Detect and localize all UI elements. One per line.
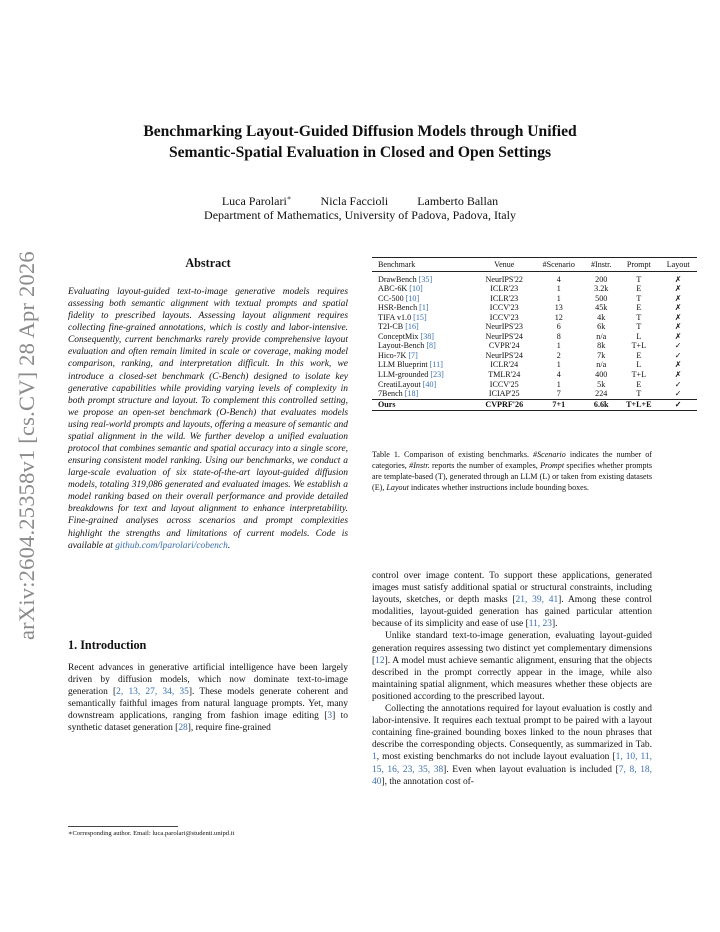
cell-venue: ICCV'23 xyxy=(489,312,519,322)
benchmark-name: Hico-7K xyxy=(378,350,409,360)
citation[interactable]: [7] xyxy=(408,350,418,360)
benchmark-name: TIFA v1.0 xyxy=(378,312,414,322)
citation[interactable]: 3 xyxy=(327,711,333,722)
arxiv-identifier: arXiv:2604.25358v1 [cs.CV] 28 Apr 2026 xyxy=(14,251,39,640)
cell-prompt: T xyxy=(636,312,642,322)
caption-text: indicates the number of categories, xyxy=(372,450,652,470)
citation[interactable]: [8] xyxy=(426,341,436,351)
cell-prompt: E xyxy=(636,303,642,313)
table-row xyxy=(372,332,697,342)
cell-benchmark xyxy=(372,341,475,351)
cell-benchmark xyxy=(372,380,475,390)
benchmark-name: HSR-Bench xyxy=(378,303,420,313)
body-text: Unlike standard text-to-image generation, evaluating layout-guided generation requires assessing two distinct yet complementary dimensions [ xyxy=(372,631,652,666)
cell-benchmark xyxy=(372,332,475,342)
intro-text: Recent advances in generative artificial intelligence have been largely driven by diffusion models, which now dominate text-to-image generation [ xyxy=(68,663,348,698)
cell-venue: ICLR'23 xyxy=(490,293,519,303)
table-row-ours xyxy=(372,399,697,411)
cell-prompt: L xyxy=(636,360,642,370)
abstract-text: Evaluating layout-guided text-to-image generative models requires assessing both semantic alignment with textual prompts and spatial fidelity to prescribed layouts. Assessing layout alignment requires collecting fine-grained annotations, which is costly and labor-intensive. Consequently, current benchmarks rarely provide comprehensive layout evaluation and often remain limited in scale or coverage, making model comparison, ranking, and interpretation difficult. In this work, we introduce a closed-set benchmark (C-Bench) designed to isolate key generative capabilities while providing varying levels of complexity in both prompt structure and layout. To complement this controlled setting, we propose an open-set benchmark (O-Bench) that evaluates models using real-world prompts and layouts, offering a measure of semantic and spatial alignment in the wild. We further develop a unified evaluation protocol that combines semantic and spatial accuracy into a single score, ensuring consistent model ranking. Using our benchmarks, we conduct a large-scale evaluation of six state-of-the-art layout-guided diffusion models, totaling 319,086 generated and evaluated images. We establish a model ranking based on their overall performance and provide detailed breakdowns for text and layout alignment to enhance interpretability. Fine-grained analyses across scenarios and prompt complexities highlight the strengths and limitations of current models. Code is available at xyxy=(68,287,348,551)
benchmark-name: LLM Blueprint xyxy=(378,360,430,370)
cell-benchmark xyxy=(372,360,475,370)
cell-benchmark xyxy=(372,294,475,304)
citation[interactable]: 11, 23 xyxy=(528,619,552,630)
citation[interactable]: [15] xyxy=(413,312,427,322)
cell-instr: 5k xyxy=(597,379,606,389)
table-row xyxy=(372,370,697,380)
table-body xyxy=(372,271,697,411)
caption-term: Layout xyxy=(386,483,409,492)
check-icon: ✓ xyxy=(659,399,697,411)
code-link[interactable]: github.com/lparolari/cobench xyxy=(115,540,228,551)
benchmark-name: CC-500 xyxy=(378,293,406,303)
paper-title xyxy=(80,121,640,163)
citation[interactable]: 7, 8, 18, 40 xyxy=(372,764,653,787)
cell-venue: ICLR'24 xyxy=(490,360,519,370)
benchmark-name: T2I-CB xyxy=(378,322,406,332)
cell-instr: 4k xyxy=(597,312,606,322)
section-heading-introduction: 1. Introduction xyxy=(68,638,147,652)
footnote-rule xyxy=(68,826,178,827)
cell-benchmark xyxy=(372,322,475,332)
citation[interactable]: 12 xyxy=(375,655,385,666)
right-column-body xyxy=(372,570,652,788)
table-row xyxy=(372,294,697,304)
citation[interactable]: [40] xyxy=(422,379,437,389)
cross-icon: ✗ xyxy=(674,274,682,284)
check-icon: ✓ xyxy=(674,341,682,351)
body-text: , most existing benchmarks do not include layout evaluation [ xyxy=(376,752,616,763)
body-text: Collecting the annotations required for layout evaluation is costly and labor-intensive. It requires each textual prompt to be paired with a layout containing fine-grained bounding boxes linked to the noun phrases that describe the corresponding objects. Consequently, as summarized in Tab. xyxy=(372,704,652,751)
cell-prompt: E xyxy=(636,284,642,294)
cell-benchmark xyxy=(372,284,475,294)
cell-venue: NeurIPS'24 xyxy=(485,350,523,360)
citation[interactable]: [10] xyxy=(409,284,423,294)
benchmark-name: Layout-Bench xyxy=(378,341,427,351)
benchmark-name: CreatiLayout xyxy=(378,379,423,389)
table-row xyxy=(372,360,697,370)
citation[interactable]: [35] xyxy=(418,274,433,284)
body-text: ], the annotation cost of- xyxy=(381,776,474,787)
cross-icon: ✗ xyxy=(674,303,682,313)
cell-instr: 6k xyxy=(597,322,606,332)
cell-venue: CVPR'24 xyxy=(488,341,520,351)
cell-instr: 224 xyxy=(595,389,608,399)
citation[interactable]: 2, 13, 27, 34, 35 xyxy=(116,687,189,698)
benchmark-name: LLM-grounded xyxy=(378,370,431,380)
citation[interactable]: [1] xyxy=(419,303,429,313)
cross-icon: ✗ xyxy=(674,370,682,380)
cell-scenario: 7+1 xyxy=(533,399,584,411)
cell-venue: CVPRF'26 xyxy=(475,399,533,411)
caption-text: specifies whether prompts are template-based (T), generated through an LLM (L) or taken from existing datasets (E), xyxy=(372,461,653,492)
cell-benchmark xyxy=(372,351,475,361)
citation[interactable]: 1, 10, 11, 15, 16, 23, 35, 38 xyxy=(372,752,652,775)
col-header-layout: Layout xyxy=(659,258,697,272)
cell-instr: 400 xyxy=(595,370,608,380)
cell-scenario: 13 xyxy=(554,303,563,313)
cell-instr: 45k xyxy=(595,303,608,313)
cross-icon: ✗ xyxy=(674,312,682,322)
cell-scenario: 4 xyxy=(556,274,561,284)
cell-benchmark xyxy=(372,389,475,399)
cell-instr: 7k xyxy=(597,350,606,360)
cell-scenario: 7 xyxy=(556,389,561,399)
benchmark-name: ConceptMix xyxy=(378,331,421,341)
benchmark-comparison-table xyxy=(372,257,697,411)
table-row xyxy=(372,284,697,294)
table-caption xyxy=(372,449,652,493)
cross-icon: ✗ xyxy=(674,360,682,370)
cell-benchmark xyxy=(372,303,475,313)
paragraph xyxy=(372,703,652,788)
cell-instr: n/a xyxy=(596,360,607,370)
table-row xyxy=(372,271,697,284)
introduction-paragraph xyxy=(68,662,348,735)
cross-icon: ✗ xyxy=(674,284,682,294)
body-text: ]. Even when layout evaluation is included [ xyxy=(443,764,619,775)
cell-scenario: 6 xyxy=(556,322,561,332)
citation[interactable]: [16] xyxy=(405,322,419,332)
title-line-2: Semantic-Spatial Evaluation in Closed and Open Settings xyxy=(168,144,552,161)
table-row xyxy=(372,322,697,332)
table-reference[interactable]: 1 xyxy=(372,752,377,763)
cell-scenario: 1 xyxy=(556,360,561,370)
cell-benchmark xyxy=(372,313,475,323)
benchmark-name: DrawBench xyxy=(378,274,419,284)
col-header-prompt: Prompt xyxy=(618,258,659,272)
benchmark-name: 7Bench xyxy=(378,389,405,399)
intro-text: ]. These models generate coherent and semantically faithful images from natural language prompts. Yet, many downstream applications, ranging from fashion image editing [ xyxy=(68,687,348,722)
author-3: Lamberto Ballan xyxy=(417,194,499,208)
cell-prompt: T xyxy=(636,293,642,303)
cell-prompt: T xyxy=(636,322,642,332)
cell-prompt: L xyxy=(636,331,642,341)
cell-scenario: 1 xyxy=(556,341,561,351)
body-text: ]. Among these control modalities, layout-guided generation has gained particular attention because of its simplicity and ease of use [ xyxy=(372,595,652,630)
intro-text: ] to synthetic dataset generation [ xyxy=(68,711,348,734)
citation[interactable]: [23] xyxy=(430,370,444,380)
cell-instr: n/a xyxy=(596,331,607,341)
cell-venue: NeurIPS'24 xyxy=(485,331,523,341)
cell-prompt: T xyxy=(636,389,642,399)
cell-instr: 200 xyxy=(595,274,608,284)
title-line-1: Benchmarking Layout-Guided Diffusion Models through Unified xyxy=(143,123,577,140)
caption-term: Prompt xyxy=(540,461,565,470)
caption-text: indicates whether instructions include bounding boxes. xyxy=(408,483,589,492)
cell-scenario: 2 xyxy=(556,350,561,360)
cell-prompt: T+L xyxy=(631,341,647,351)
caption-text: Table 1. Comparison of existing benchmarks. xyxy=(372,450,534,459)
check-icon: ✓ xyxy=(674,350,682,360)
cell-scenario: 1 xyxy=(556,379,561,389)
cell-benchmark xyxy=(372,271,475,284)
citation[interactable]: [10] xyxy=(405,293,420,303)
cell-venue: NeurIPS'22 xyxy=(485,274,523,284)
author-1-name: Luca Parolari xyxy=(221,194,287,208)
table-row xyxy=(372,389,697,399)
table-row xyxy=(372,303,697,313)
cell-prompt: T xyxy=(636,274,642,284)
citation[interactable]: [11] xyxy=(429,360,443,370)
footnote: ∗Corresponding author. Email: luca.parolari@studenti.unipd.it xyxy=(68,830,235,837)
abstract-heading: Abstract xyxy=(185,256,231,270)
cell-venue: ICIAP'25 xyxy=(488,389,520,399)
cell-instr: 6.6k xyxy=(584,399,618,411)
table-row xyxy=(372,341,697,351)
cell-prompt: E xyxy=(636,379,642,389)
caption-text: reports the number of examples, xyxy=(429,461,541,470)
table-row xyxy=(372,380,697,390)
cross-icon: ✗ xyxy=(674,331,682,341)
citation[interactable]: [18] xyxy=(404,389,419,399)
cross-icon: ✗ xyxy=(674,293,682,303)
col-header-instr: #Instr. xyxy=(584,258,618,272)
cell-prompt: T+L+E xyxy=(618,399,659,411)
citation[interactable]: 21, 39, 41 xyxy=(515,595,559,606)
check-icon: ✓ xyxy=(674,379,682,389)
affiliation: Department of Mathematics, University of Padova, Padova, Italy xyxy=(204,208,516,222)
author-2: Nicla Faccioli xyxy=(320,194,389,208)
benchmark-name: ABC-6K xyxy=(378,284,410,294)
paragraph xyxy=(372,570,652,630)
table-1 xyxy=(372,257,697,411)
paragraph xyxy=(372,630,652,703)
citation[interactable]: [38] xyxy=(420,331,434,341)
cell-scenario: 4 xyxy=(556,370,561,380)
cell-prompt: T+L xyxy=(631,370,647,380)
table-row xyxy=(372,351,697,361)
col-header-venue: Venue xyxy=(475,258,533,272)
cell-scenario: 1 xyxy=(556,293,561,303)
caption-term: #Instr. xyxy=(409,461,430,470)
corresponding-mark: ∗ xyxy=(286,194,292,202)
body-text: ]. xyxy=(551,619,558,630)
abstract-body xyxy=(68,286,348,552)
intro-text: ], require fine-grained xyxy=(187,723,271,734)
cell-instr: 8k xyxy=(597,341,606,351)
body-text: control over image content. To support these applications, generated images must satisfy additional spatial or structural constraints, including layouts, sketches, or depth masks [ xyxy=(372,571,652,606)
author-1 xyxy=(222,194,292,208)
cell-prompt: E xyxy=(636,350,642,360)
cell-venue: ICCV'25 xyxy=(489,379,519,389)
cell-benchmark: Ours xyxy=(372,399,475,411)
cell-venue: TMLR'24 xyxy=(488,370,521,380)
abstract-end: . xyxy=(227,540,231,551)
cell-scenario: 8 xyxy=(556,331,561,341)
cell-instr: 500 xyxy=(595,293,608,303)
col-header-benchmark: Benchmark xyxy=(372,258,475,272)
cell-scenario: 12 xyxy=(554,312,563,322)
cell-instr: 3.2k xyxy=(594,284,609,294)
check-icon: ✓ xyxy=(674,389,682,399)
table-header-row xyxy=(372,258,697,272)
cell-scenario: 1 xyxy=(556,284,561,294)
caption-term: #Scenario xyxy=(533,450,566,459)
cell-venue: ICLR'23 xyxy=(490,284,519,294)
cell-benchmark xyxy=(372,370,475,380)
citation[interactable]: 28 xyxy=(178,723,188,734)
table-row xyxy=(372,313,697,323)
col-header-scenario: #Scenario xyxy=(533,258,584,272)
cell-venue: ICCV'23 xyxy=(489,303,519,313)
cross-icon: ✗ xyxy=(674,322,682,332)
cell-venue: NeurIPS'23 xyxy=(485,322,523,332)
body-text: ]. A model must achieve semantic alignment, ensuring that the objects described in the prompt correctly appear in the image, while also maintaining spatial alignment, which measures whether these objects are positioned according to the prescribed layout. xyxy=(372,655,652,702)
